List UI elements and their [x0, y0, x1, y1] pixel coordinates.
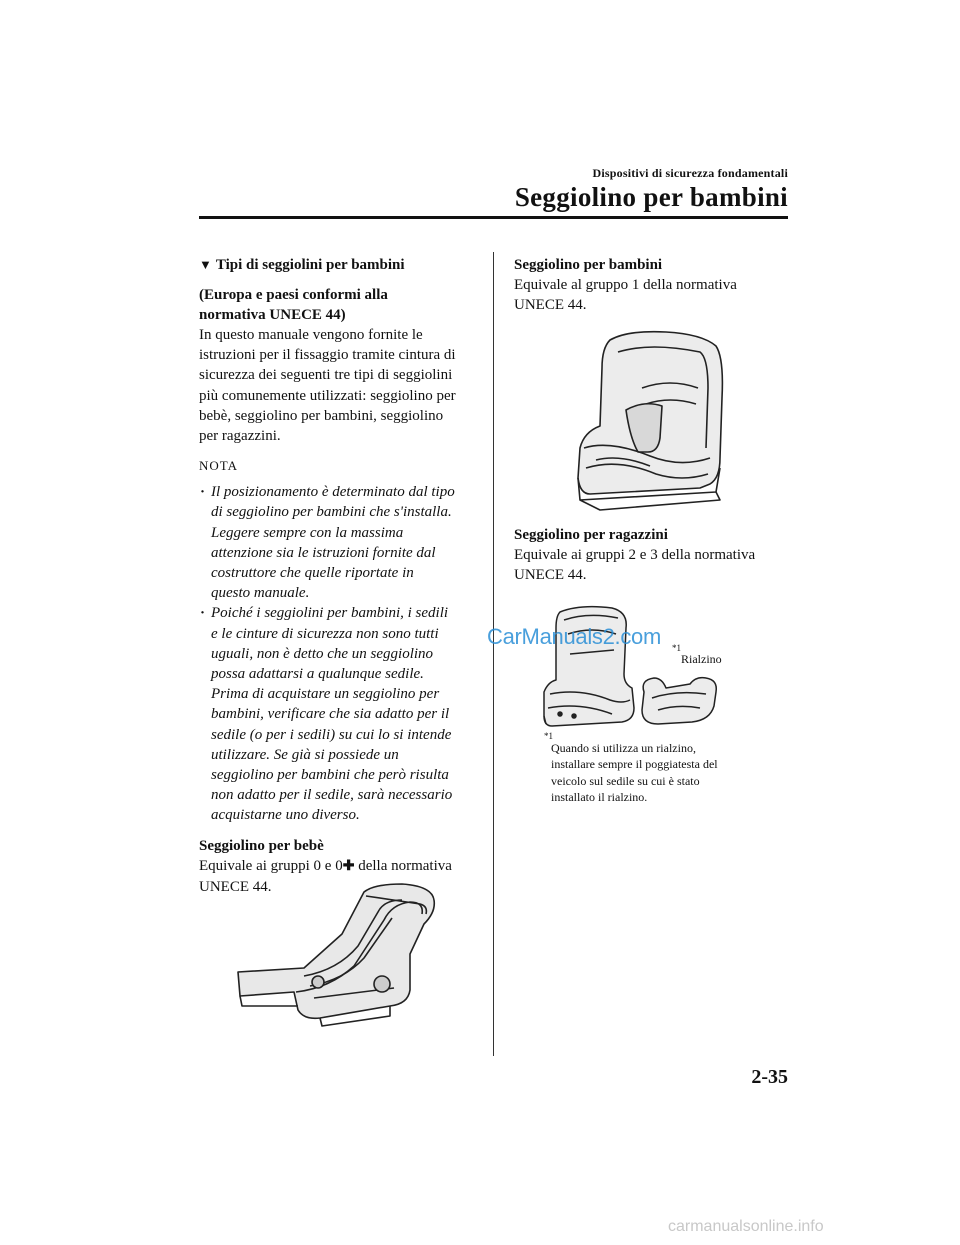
- intro-heading: [199, 285, 477, 325]
- footnote-text: [551, 740, 771, 806]
- text-line: Equivale ai gruppi 2 e 3 della normativa: [514, 547, 756, 563]
- text-line: UNECE 44.: [199, 878, 272, 895]
- note-item: [199, 603, 477, 825]
- right-column: [514, 255, 789, 315]
- text-line: costruttore che quelle riportate in: [211, 565, 414, 582]
- header-section-label: Dispositivi di sicurezza fondamentali: [592, 166, 788, 180]
- footer-url[interactable]: carmanualsonline.info: [668, 1218, 824, 1235]
- junior-seat-block: [514, 525, 789, 585]
- text-line: Prima di acquistare un seggiolino per: [211, 686, 440, 703]
- text-span: della normativa: [354, 857, 452, 874]
- section-heading: [199, 255, 477, 275]
- booster-seat-illustration: [636, 670, 722, 728]
- text-line: utilizzare. Se già si possiede un: [211, 746, 399, 763]
- text-span: Equivale ai gruppi 0 e 0: [199, 857, 343, 874]
- text-line: installare sempre il poggiatesta del: [551, 757, 718, 772]
- baby-seat-illustration: [234, 880, 444, 1028]
- note-list: [199, 482, 477, 825]
- text-line: acquistarne uno diverso.: [211, 807, 360, 824]
- baby-seat-heading: Seggiolino per bebè: [199, 837, 324, 854]
- text-line: e le cinture di sicurezza non sono tutti: [211, 625, 439, 642]
- text-line: sicurezza dei seguenti tre tipi di seggiolini: [199, 367, 453, 384]
- watermark: CarManuals2.com: [487, 624, 662, 649]
- text-line: Leggere sempre con la massima: [211, 524, 404, 541]
- note-item: [199, 482, 477, 603]
- intro-heading-line: normativa UNECE 44): [199, 307, 346, 323]
- text-line: sedile (o per i sedili) su cui lo si intende: [211, 726, 452, 743]
- text-line: seggiolino per bambini che però risulta: [211, 767, 449, 784]
- child-seat-illustration: [570, 328, 730, 518]
- text-line: bambini, verificare che sia adatto per il: [211, 706, 450, 723]
- note-label: NOTA: [199, 458, 239, 474]
- column-divider: [493, 252, 494, 1056]
- footnote-marker: *1: [672, 643, 681, 653]
- section-heading-text: Tipi di seggiolini per bambini: [215, 257, 405, 273]
- text-line: bebè, seggiolino per bambini, seggiolino: [199, 407, 444, 424]
- text-line: [199, 856, 477, 877]
- plus-icon: ✚: [342, 858, 355, 874]
- child-seat-description: [514, 275, 789, 315]
- text-line: In questo manuale vengono fornite le: [199, 327, 423, 343]
- footnote-marker: *1: [544, 731, 553, 741]
- junior-seat-illustration: [540, 604, 640, 730]
- booster-label: Rialzino: [681, 652, 722, 666]
- text-line: per ragazzini.: [199, 428, 281, 445]
- text-line: veicolo sul sedile su cui è stato: [551, 773, 700, 788]
- intro-paragraph: [199, 325, 477, 446]
- text-line: questo manuale.: [211, 585, 310, 602]
- text-line: Quando si utilizza un rialzino,: [551, 741, 696, 755]
- text-line: istruzioni per il fissaggio tramite cintura di: [199, 347, 456, 364]
- text-line: UNECE 44.: [514, 297, 587, 314]
- text-line: · Poiché i seggiolini per bambini, i sedili: [211, 605, 449, 622]
- text-line: non adatto per il sedile, sarà necessario: [211, 787, 453, 804]
- triangle-marker-icon: ▼: [199, 257, 212, 272]
- header-divider: [199, 216, 788, 219]
- text-line: attenzione sia le istruzioni fornite dal: [211, 544, 436, 561]
- page-title: Seggiolino per bambini: [514, 182, 788, 212]
- junior-seat-heading: Seggiolino per ragazzini: [514, 527, 668, 543]
- text-line: di seggiolino per bambini che s'installa.: [211, 504, 452, 521]
- left-column: [199, 255, 477, 897]
- text-line: installato il rialzino.: [551, 790, 648, 805]
- text-line: · Il posizionamento è determinato dal tipo: [211, 484, 455, 501]
- text-line: più comunemente utilizzati: seggiolino per: [199, 387, 456, 404]
- text-line: uguali, non è detto che un seggiolino: [211, 645, 434, 662]
- text-line: Equivale al gruppo 1 della normativa: [514, 277, 737, 293]
- text-line: UNECE 44.: [514, 567, 587, 584]
- child-seat-heading: Seggiolino per bambini: [514, 257, 663, 273]
- intro-heading-line: (Europa e paesi conformi alla: [199, 287, 388, 303]
- junior-seat-description: [514, 545, 789, 585]
- text-line: possa adattarsi a qualunque sedile.: [211, 666, 424, 683]
- page-number: 2-35: [751, 1066, 788, 1088]
